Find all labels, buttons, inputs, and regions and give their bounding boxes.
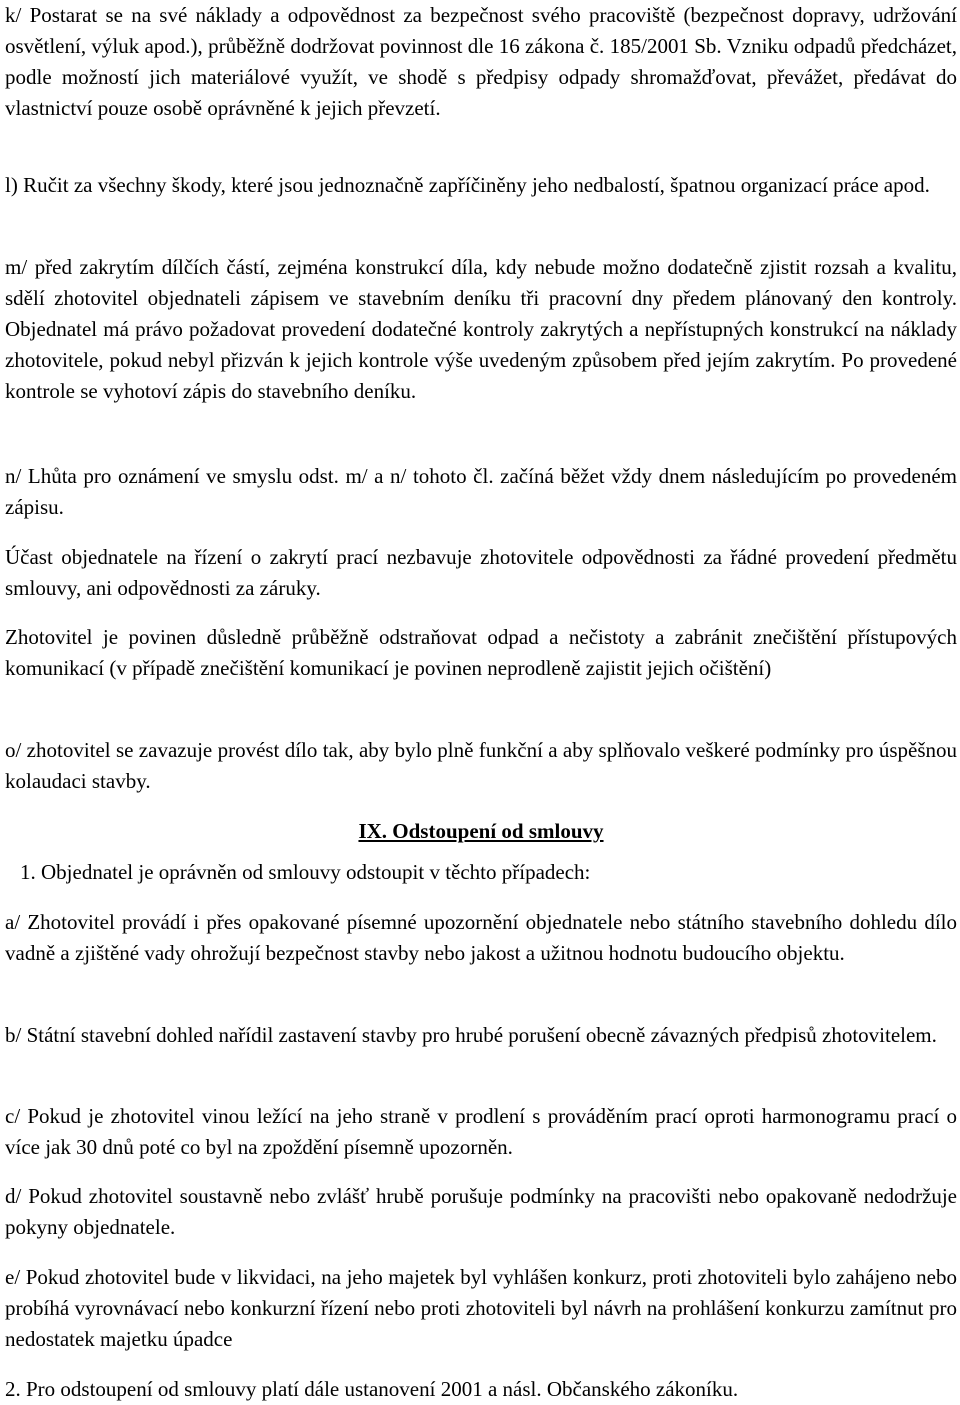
paragraph-a: a/ Zhotovitel provádí i přes opakované písemné upozornění objednatele nebo státního stavebního dohledu dílo vadně a zjištěné vady ohrožují bezpečnost stavby nebo jakost a užitnou hodnotu budoucího objektu. [5,910,957,965]
paragraph-zhotovitel: Zhotovitel je povinen důsledně průběžně odstraňovat odpad a nečistoty a zabránit znečištění přístupových komunikací (v případě znečištění komunikací je povinen neprodleně zajistit jejich očištění) [5,625,957,680]
paragraph-c: c/ Pokud je zhotovitel vinou ležící na jeho straně v prodlení s prováděním prací oproti harmonogramu prací o více jak 30 dnů poté co byl na zpoždění písemně upozorněn. [5,1104,957,1159]
paragraph-d: d/ Pokud zhotovitel soustavně nebo zvlášť hrubě porušuje podmínky na pracovišti nebo opakovaně nedodržuje pokyny objednatele. [5,1184,957,1239]
paragraph-m: m/ před zakrytím dílčích částí, zejména konstrukcí díla, kdy nebude možno dodatečně zjistit rozsah a kvalitu, sdělí zhotovitel objednateli zápisem ve stavebním deníku tři pracovní dny předem plánovaný den kontroly. Objednatel má právo požadovat provedení dodatečné kontroly zakrytých a nepřístupných konstrukcí na náklady zhotovitele, pokud nebyl přizván k jejich kontrole výše uvedeným způsobem před jejím zakrytím. Po provedené kontrole se vyhotoví zápis do stavebního deníku. [5,255,957,403]
paragraph-o: o/ zhotovitel se zavazuje provést dílo tak, aby bylo plně funkční a aby splňovalo veškeré podmínky pro úspěšnou kolaudaci stavby. [5,738,957,793]
paragraph-ucast: Účast objednatele na řízení o zakrytí prací nezbavuje zhotovitele odpovědnosti za řádné provedení předmětu smlouvy, ani odpovědnosti za záruky. [5,545,957,600]
paragraph-1: 1. Objednatel je oprávněn od smlouvy odstoupit v těchto případech: [20,860,591,884]
paragraph-2: 2. Pro odstoupení od smlouvy platí dále ustanovení 2001 a násl. Občanského zákoníku. [5,1377,739,1401]
section-heading: IX. Odstoupení od smlouvy [358,819,604,843]
paragraph-b: b/ Státní stavební dohled nařídil zastavení stavby pro hrubé porušení obecně závazných předpisů zhotovitelem. [5,1023,937,1047]
paragraph-e: e/ Pokud zhotovitel bude v likvidaci, na jeho majetek byl vyhlášen konkurz, proti zhotoviteli bylo zahájeno nebo probíhá vyrovnávací nebo konkurzní řízení nebo proti zhotoviteli byl návrh na prohlášení konkurzu zamítnut pro nedostatek majetku úpadce [5,1265,957,1351]
paragraph-n: n/ Lhůta pro oznámení ve smyslu odst. m/ a n/ tohoto čl. začíná běžet vždy dnem následujícím po provedeném zápisu. [5,464,957,519]
paragraph-k: k/ Postarat se na své náklady a odpovědnost za bezpečnost svého pracoviště (bezpečnost dopravy, udržování osvětlení, výluk apod.), průběžně dodržovat povinnost dle 16 zákona č. 185/2001 Sb. Vzniku odpadů předcházet, podle možností jich materiálové využít, ve shodě s předpisy odpady shromažďovat, převážet, předávat do vlastnictví pouze osobě oprávněné k jejich převzetí. [5,3,957,120]
paragraph-l: l) Ručit za všechny škody, které jsou jednoznačně zapříčiněny jeho nedbalostí, špatnou organizací práce apod. [5,173,930,197]
